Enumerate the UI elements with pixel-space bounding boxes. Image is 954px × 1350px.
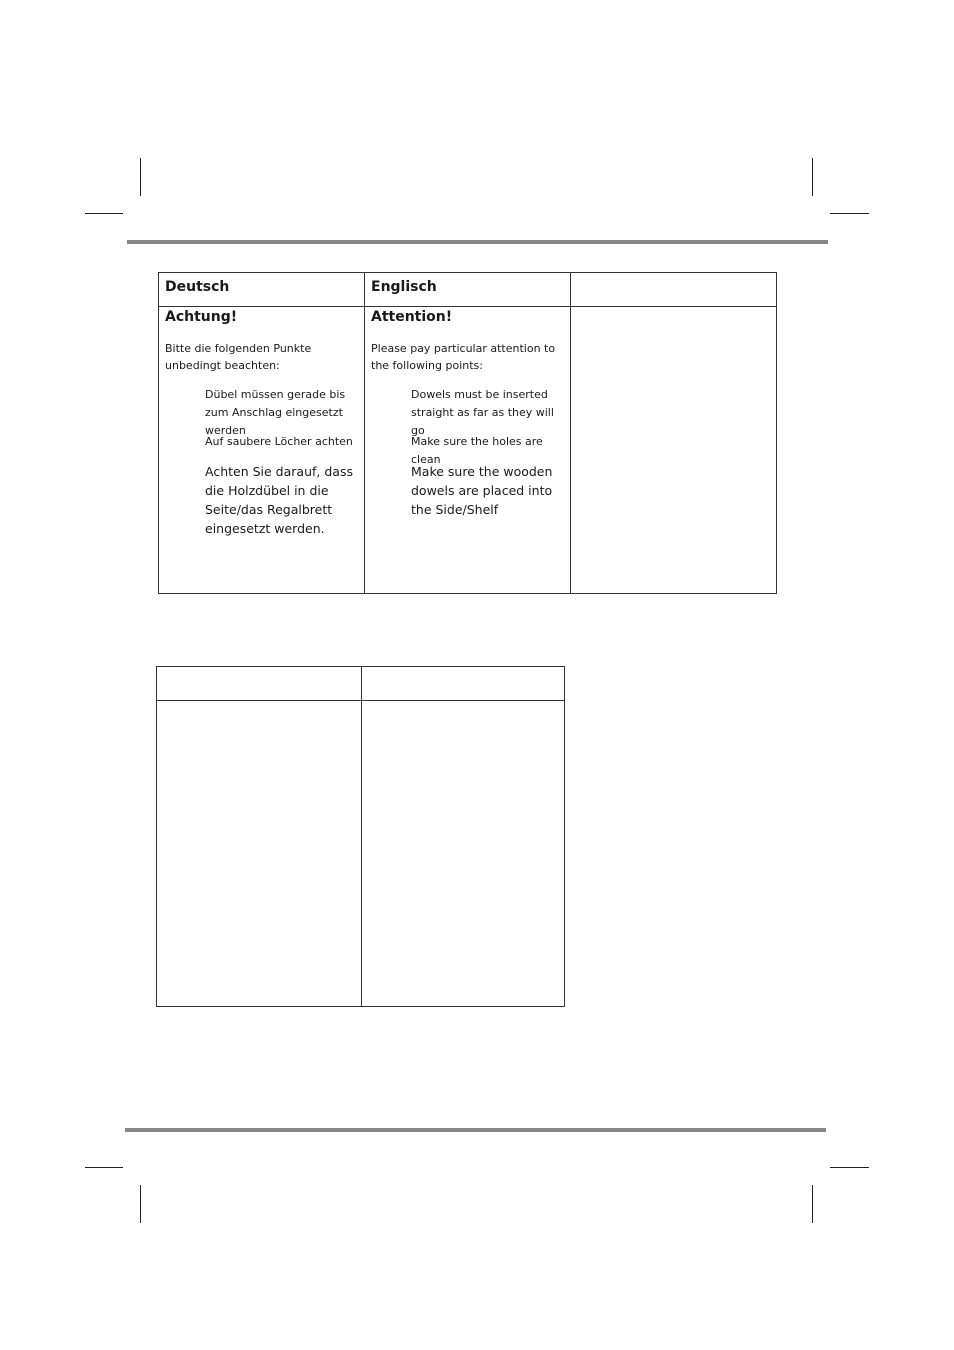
crop-mark-top-left-vertical [140,158,141,196]
language-table [158,272,777,594]
cell-deutsch [158,306,365,594]
crop-mark-bottom-left-horizontal [85,1167,123,1168]
cell-englisch [364,306,571,594]
header-deutsch [158,272,365,307]
crop-mark-top-right-vertical [812,158,813,196]
cell-empty [570,306,777,594]
deutsch-point-3: Achten Sie darauf, dass die Holzdübel in die Seite/das Regalbrett eingesetzt werden. [205,464,353,536]
deutsch-point-1: Dübel müssen gerade bis zum Anschlag eingesetzt werden [205,388,346,437]
englisch-heading: Attention! [371,309,453,325]
englisch-intro: Please pay particular attention to the following points: [371,342,556,372]
englisch-point-3: Make sure the wooden dowels are placed into the Side/Shelf [411,464,553,517]
crop-mark-top-right-horizontal [830,213,869,214]
crop-mark-bottom-left-vertical [140,1185,141,1223]
englisch-point-2: Make sure the holes are clean [411,435,543,466]
crop-mark-bottom-right-horizontal [830,1167,869,1168]
empty-table-cell-2 [361,700,565,1007]
englisch-point-1: Dowels must be inserted straight as far as they will go [411,388,554,437]
bottom-rule [125,1128,826,1132]
crop-mark-bottom-right-vertical [812,1185,813,1223]
deutsch-intro: Bitte die folgenden Punkte unbedingt beachten: [165,342,312,372]
header-empty [570,272,777,307]
empty-table-header-1 [156,666,362,701]
header-deutsch-label: Deutsch [165,279,230,295]
empty-table-header-2 [361,666,565,701]
empty-table [156,666,565,1007]
header-englisch-label: Englisch [371,279,437,295]
deutsch-point-2: Auf saubere Löcher achten [205,435,353,448]
top-rule [127,240,828,244]
deutsch-heading: Achtung! [165,309,238,325]
empty-table-cell-1 [156,700,362,1007]
header-englisch [364,272,571,307]
crop-mark-top-left-horizontal [85,213,123,214]
